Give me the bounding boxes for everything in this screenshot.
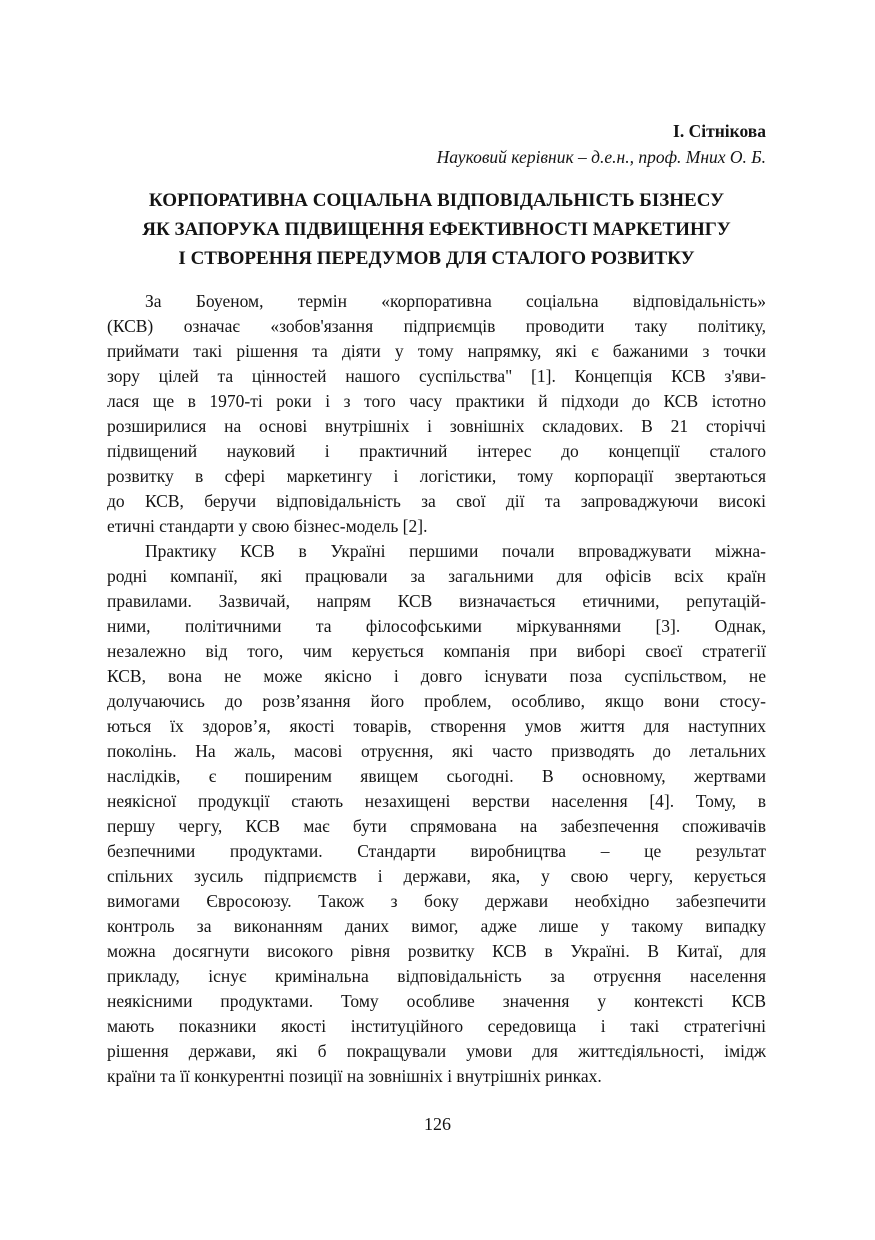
text-line: зору цілей та цінностей нашого суспільства" [1]. Концепція КСВ з'яви- [107,366,766,386]
text-line: вимогами Євросоюзу. Також з боку держави необхідно забезпечити [107,891,766,911]
text-line: неякісної продукції стають незахищені верстви населення [4]. Тому, в [107,791,766,811]
text-line: безпечними продуктами. Стандарти виробництва – це результат [107,841,766,861]
title-line: ЯК ЗАПОРУКА ПІДВИЩЕННЯ ЕФЕКТИВНОСТІ МАРКЕТИНГУ [142,219,731,240]
title-line: КОРПОРАТИВНА СОЦІАЛЬНА ВІДПОВІДАЛЬНІСТЬ БІЗНЕСУ [148,190,725,211]
text-line: розвитку в сфері маркетингу і логістики, тому корпорації звертаються [107,466,766,486]
text-line: Практику КСВ в Україні першими почали впроваджувати міжна- [145,541,766,561]
article-title [107,186,766,273]
text-line: підвищений науковий і практичний інтерес до концепції сталого [107,441,766,461]
text-line: лася ще в 1970-ті роки і з того часу практики й підходи до КСВ істотно [107,391,766,411]
text-line: неякісними продуктами. Тому особливе значення у контексті КСВ [107,991,766,1011]
author-name: І. Сітнікова [673,121,766,141]
text-line: прикладу, існує кримінальна відповідальність за отруєння населення [107,966,766,986]
article-body [107,289,766,1089]
text-line: країни та її конкурентні позиції на зовнішніх і внутрішніх ринках. [107,1066,602,1086]
text-line: долучаючись до розв’язання його проблем, особливо, якщо вони стосу- [107,691,766,711]
text-line: КСВ, вона не може якісно і довго існувати поза суспільством, не [107,666,766,686]
text-line: поколінь. На жаль, масові отруєння, які часто призводять до летальних [107,741,766,761]
title-line: І СТВОРЕННЯ ПЕРЕДУМОВ ДЛЯ СТАЛОГО РОЗВИТКУ [178,248,695,269]
text-line: першу чергу, КСВ має бути спрямована на забезпечення споживачів [107,816,766,836]
text-line: (КСВ) означає «зобов'язання підприємців проводити таку політику, [107,316,766,336]
text-line: розширилися на основі внутрішніх і зовнішніх складових. В 21 сторіччі [107,416,766,436]
page-number: 126 [424,1114,451,1134]
text-line: незалежно від того, чим керується компанія при виборі своєї стратегії [107,641,766,661]
paragraph [107,539,766,1089]
text-line: рішення держави, які б покращували умови для життєдіяльності, імідж [107,1041,766,1061]
text-line: правилами. Зазвичай, напрям КСВ визначається етичними, репутацій- [107,591,766,611]
text-line: етичні стандарти у свою бізнес-модель [2]. [107,516,428,536]
text-line: до КСВ, беручи відповідальність за свої дії та запроваджуючи високі [107,491,766,511]
text-line: контроль за виконанням даних вимог, адже лише у такому випадку [107,916,766,936]
text-line: можна досягнути високого рівня розвитку КСВ в Україні. В Китаї, для [107,941,766,961]
paragraph [107,289,766,539]
text-line: наслідків, є поширеним явищем сьогодні. В основному, жертвами [107,766,766,786]
text-line: За Боуеном, термін «корпоративна соціальна відповідальність» [145,291,766,311]
text-block [107,118,766,1089]
text-line: ються їх здоров’я, якості товарів, створення умов життя для наступних [107,716,766,736]
text-line: спільних зусиль підприємств і держави, яка, у свою чергу, керується [107,866,766,886]
text-line: ними, політичними та філософськими міркуваннями [3]. Однак, [107,616,766,636]
text-line: мають показники якості інституційного середовища і такі стратегічні [107,1016,766,1036]
supervisor-line: Науковий керівник – д.е.н., проф. Мних О. Б. [436,147,766,167]
text-line: родні компанії, які працювали за загальними для офісів всіх країн [107,566,766,586]
text-line: приймати такі рішення та діяти у тому напрямку, які є бажаними з точки [107,341,766,361]
